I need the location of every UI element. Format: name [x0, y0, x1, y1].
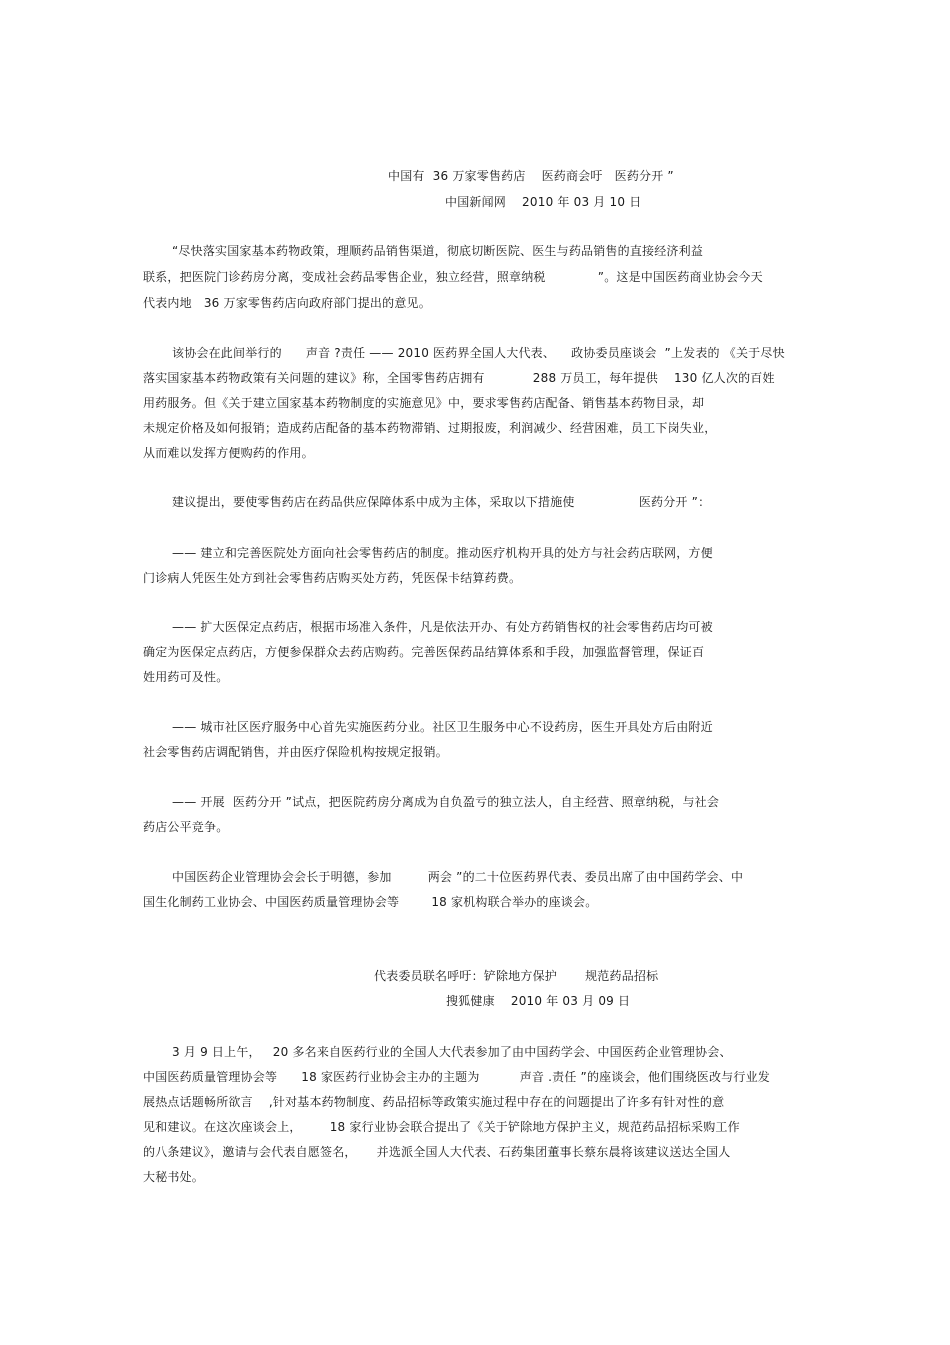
paragraph-line: 中国医药质量管理协会等 18 家医药行业协会主办的主题为 声音 .责任 ”的座谈会，他们围绕医改与行业发 [143, 1070, 770, 1084]
paragraph-line: 见和建议。在这次座谈会上， 18 家行业协会联合提出了《关于铲除地方保护主义，规范药品招标采购工作 [143, 1120, 740, 1134]
paragraph-line: 国生化制药工业协会、中国医药质量管理协会等 18 家机构联合举办的座谈会。 [143, 895, 598, 909]
paragraph-line: —— 城市社区医疗服务中心首先实施医药分业。社区卫生服务中心不设药房，医生开具处方后由附近 [172, 720, 713, 734]
paragraph-line: 代表内地 36 万家零售药店向政府部门提出的意见。 [143, 296, 431, 310]
paragraph-line: 展热点话题畅所欲言 ,针对基本药物制度、药品招标等政策实施过程中存在的问题提出了许多有针对性的意 [143, 1095, 725, 1109]
paragraph-line: “尽快落实国家基本药物政策，理顺药品销售渠道，彻底切断医院、医生与药品销售的直接经济利益 [172, 244, 704, 258]
article2-title: 代表委员联名呼吁：铲除地方保护 规范药品招标 [374, 969, 659, 983]
article2-source: 搜狐健康 2010 年 03 月 09 日 [446, 994, 631, 1008]
paragraph-line: —— 开展 医药分开 ”试点，把医院药房分离成为自负盈亏的独立法人，自主经营、照章纳税，与社会 [172, 795, 720, 809]
paragraph-line: 中国医药企业管理协会会长于明德，参加 两会 ”的二十位医药界代表、委员出席了由中国药学会、中 [172, 870, 744, 884]
paragraph-line: 门诊病人凭医生处方到社会零售药店购买处方药，凭医保卡结算药费。 [143, 571, 522, 585]
paragraph-line: 从而难以发挥方便购药的作用。 [143, 446, 314, 460]
paragraph-line: 联系，把医院门诊药房分离，变成社会药品零售企业，独立经营，照章纳税 ”。这是中国医药商业协会今天 [143, 270, 763, 284]
paragraph-line: 的八条建议》，邀请与会代表自愿签名， 并选派全国人大代表、石药集团董事长蔡东晨将该建议送达全国人 [143, 1145, 731, 1159]
paragraph-line: 该协会在此间举行的 声音 ?责任 —— 2010 医药界全国人大代表、 政协委员座谈会 ”上发表的 《关于尽快 [172, 346, 785, 360]
paragraph-line: 3 月 9 日上午， 20 多名来自医药行业的全国人大代表参加了由中国药学会、中国医药企业管理协会、 [172, 1045, 732, 1059]
paragraph-line: 大秘书处。 [143, 1170, 205, 1184]
paragraph-line: —— 建立和完善医院处方面向社会零售药店的制度。推动医疗机构开具的处方与社会药店联网，方便 [172, 546, 713, 560]
article1-title: 中国有 36 万家零售药店 医药商会吁 医药分开 ” [388, 169, 674, 183]
paragraph-line: 确定为医保定点药店，方便参保群众去药店购药。完善医保药品结算体系和手段，加强监督管理，保证百 [143, 645, 705, 659]
paragraph-line: 建议提出，要使零售药店在药品供应保障体系中成为主体，采取以下措施使 医药分开 ”： [172, 495, 711, 509]
paragraph-line: 落实国家基本药物政策有关问题的建议》称，全国零售药店拥有 288 万员工，每年提供 130 亿人次的百姓 [143, 371, 775, 385]
paragraph-line: 社会零售药店调配销售，并由医疗保险机构按规定报销。 [143, 745, 449, 759]
paragraph-line: 药店公平竞争。 [143, 820, 229, 834]
paragraph-line: 用药服务。但《关于建立国家基本药物制度的实施意见》中，要求零售药店配备、销售基本药物目录，却 [143, 396, 705, 410]
paragraph-line: 未规定价格及如何报销；造成药店配备的基本药物滞销、过期报废，利润减少、经营困难，员工下岗失业， [143, 421, 717, 435]
paragraph-line: —— 扩大医保定点药店，根据市场准入条件，凡是依法开办、有处方药销售权的社会零售药店均可被 [172, 620, 713, 634]
paragraph-line: 姓用药可及性。 [143, 670, 229, 684]
article1-source: 中国新闻网 2010 年 03 月 10 日 [445, 195, 642, 209]
